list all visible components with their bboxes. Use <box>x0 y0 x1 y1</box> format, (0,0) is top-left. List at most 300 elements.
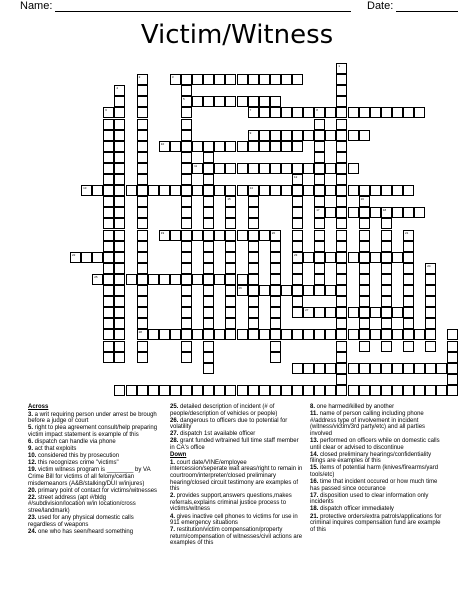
grid-cell[interactable] <box>137 307 148 318</box>
grid-cell[interactable] <box>103 163 114 174</box>
grid-cell[interactable] <box>259 230 270 241</box>
grid-cell[interactable] <box>103 218 114 229</box>
grid-cell[interactable] <box>336 74 347 85</box>
grid-cell[interactable] <box>181 196 192 207</box>
grid-cell[interactable] <box>359 307 370 318</box>
grid-cell[interactable] <box>314 230 325 241</box>
grid-cell[interactable] <box>270 130 281 141</box>
grid-cell[interactable] <box>103 274 114 285</box>
grid-cell[interactable] <box>381 341 392 352</box>
grid-cell[interactable] <box>192 274 203 285</box>
grid-cell[interactable] <box>181 263 192 274</box>
grid-cell[interactable] <box>225 141 236 152</box>
grid-cell[interactable] <box>203 141 214 152</box>
grid-cell[interactable] <box>137 385 148 396</box>
grid-cell[interactable] <box>292 274 303 285</box>
grid-cell[interactable] <box>248 163 259 174</box>
grid-cell[interactable] <box>336 230 347 241</box>
grid-cell[interactable] <box>225 318 236 329</box>
grid-cell[interactable] <box>425 329 436 340</box>
grid-cell[interactable] <box>214 96 225 107</box>
grid-cell[interactable] <box>203 196 214 207</box>
grid-cell[interactable] <box>170 385 181 396</box>
grid-cell[interactable] <box>270 74 281 85</box>
grid-cell[interactable] <box>314 163 325 174</box>
grid-cell[interactable] <box>270 107 281 118</box>
grid-cell[interactable] <box>359 274 370 285</box>
grid-cell[interactable] <box>292 252 303 263</box>
grid-cell[interactable] <box>348 307 359 318</box>
grid-cell[interactable] <box>436 363 447 374</box>
grid-cell[interactable] <box>359 318 370 329</box>
grid-cell[interactable] <box>403 385 414 396</box>
grid-cell[interactable] <box>137 296 148 307</box>
grid-cell[interactable] <box>414 329 425 340</box>
grid-cell[interactable] <box>137 174 148 185</box>
grid-cell[interactable] <box>181 163 192 174</box>
grid-cell[interactable] <box>159 141 170 152</box>
grid-cell[interactable] <box>270 329 281 340</box>
grid-cell[interactable] <box>137 218 148 229</box>
grid-cell[interactable] <box>403 274 414 285</box>
grid-cell[interactable] <box>248 185 259 196</box>
grid-cell[interactable] <box>314 130 325 141</box>
grid-cell[interactable] <box>237 230 248 241</box>
grid-cell[interactable] <box>336 374 347 385</box>
grid-cell[interactable] <box>114 241 125 252</box>
grid-cell[interactable] <box>103 329 114 340</box>
grid-cell[interactable] <box>248 329 259 340</box>
grid-cell[interactable] <box>103 318 114 329</box>
grid-cell[interactable] <box>137 130 148 141</box>
grid-cell[interactable] <box>214 141 225 152</box>
grid-cell[interactable] <box>336 352 347 363</box>
grid-cell[interactable] <box>314 185 325 196</box>
grid-cell[interactable] <box>425 341 436 352</box>
grid-cell[interactable] <box>325 329 336 340</box>
grid-cell[interactable] <box>181 96 192 107</box>
grid-cell[interactable] <box>203 363 214 374</box>
grid-cell[interactable] <box>126 385 137 396</box>
grid-cell[interactable] <box>381 241 392 252</box>
grid-cell[interactable] <box>137 96 148 107</box>
grid-cell[interactable] <box>336 196 347 207</box>
grid-cell[interactable] <box>292 74 303 85</box>
grid-cell[interactable] <box>370 307 381 318</box>
grid-cell[interactable] <box>181 307 192 318</box>
grid-cell[interactable] <box>403 318 414 329</box>
grid-cell[interactable] <box>248 274 259 285</box>
grid-cell[interactable] <box>348 163 359 174</box>
grid-cell[interactable] <box>303 385 314 396</box>
grid-cell[interactable] <box>403 241 414 252</box>
grid-cell[interactable] <box>281 285 292 296</box>
grid-cell[interactable] <box>248 230 259 241</box>
grid-cell[interactable] <box>270 274 281 285</box>
grid-cell[interactable] <box>137 241 148 252</box>
grid-cell[interactable] <box>148 185 159 196</box>
grid-cell[interactable] <box>325 185 336 196</box>
grid-cell[interactable] <box>292 218 303 229</box>
grid-cell[interactable] <box>348 207 359 218</box>
grid-cell[interactable] <box>103 352 114 363</box>
grid-cell[interactable] <box>214 230 225 241</box>
grid-cell[interactable] <box>359 296 370 307</box>
grid-cell[interactable] <box>381 307 392 318</box>
grid-cell[interactable] <box>237 185 248 196</box>
grid-cell[interactable] <box>203 318 214 329</box>
grid-cell[interactable] <box>137 263 148 274</box>
grid-cell[interactable] <box>370 252 381 263</box>
grid-cell[interactable] <box>403 363 414 374</box>
grid-cell[interactable] <box>114 285 125 296</box>
grid-cell[interactable] <box>203 329 214 340</box>
grid-cell[interactable] <box>270 96 281 107</box>
grid-cell[interactable] <box>359 329 370 340</box>
grid-cell[interactable] <box>259 163 270 174</box>
grid-cell[interactable] <box>292 196 303 207</box>
grid-cell[interactable] <box>181 274 192 285</box>
grid-cell[interactable] <box>259 329 270 340</box>
grid-cell[interactable] <box>103 252 114 263</box>
grid-cell[interactable] <box>403 296 414 307</box>
grid-cell[interactable] <box>126 185 137 196</box>
grid-cell[interactable] <box>314 207 325 218</box>
grid-cell[interactable] <box>248 130 259 141</box>
grid-cell[interactable] <box>292 241 303 252</box>
grid-cell[interactable] <box>292 329 303 340</box>
grid-cell[interactable] <box>103 107 114 118</box>
grid-cell[interactable] <box>314 252 325 263</box>
grid-cell[interactable] <box>414 385 425 396</box>
grid-cell[interactable] <box>114 107 125 118</box>
grid-cell[interactable] <box>103 152 114 163</box>
grid-cell[interactable] <box>270 307 281 318</box>
grid-cell[interactable] <box>103 307 114 318</box>
grid-cell[interactable] <box>447 329 458 340</box>
grid-cell[interactable] <box>114 341 125 352</box>
grid-cell[interactable] <box>336 163 347 174</box>
grid-cell[interactable] <box>103 263 114 274</box>
grid-cell[interactable] <box>336 296 347 307</box>
grid-cell[interactable] <box>370 363 381 374</box>
grid-cell[interactable] <box>237 96 248 107</box>
grid-cell[interactable] <box>192 74 203 85</box>
grid-cell[interactable] <box>103 341 114 352</box>
grid-cell[interactable] <box>292 385 303 396</box>
grid-cell[interactable] <box>237 285 248 296</box>
grid-cell[interactable] <box>370 207 381 218</box>
grid-cell[interactable] <box>225 185 236 196</box>
grid-cell[interactable] <box>359 196 370 207</box>
grid-cell[interactable] <box>248 285 259 296</box>
grid-cell[interactable] <box>103 196 114 207</box>
grid-cell[interactable] <box>381 107 392 118</box>
grid-cell[interactable] <box>225 263 236 274</box>
grid-cell[interactable] <box>403 329 414 340</box>
grid-cell[interactable] <box>148 274 159 285</box>
grid-cell[interactable] <box>336 318 347 329</box>
grid-cell[interactable] <box>259 141 270 152</box>
grid-cell[interactable] <box>248 241 259 252</box>
grid-cell[interactable] <box>314 263 325 274</box>
grid-cell[interactable] <box>281 185 292 196</box>
grid-cell[interactable] <box>292 230 303 241</box>
grid-cell[interactable] <box>392 107 403 118</box>
grid-cell[interactable] <box>336 307 347 318</box>
grid-cell[interactable] <box>336 174 347 185</box>
grid-cell[interactable] <box>203 207 214 218</box>
grid-cell[interactable] <box>103 230 114 241</box>
grid-cell[interactable] <box>103 119 114 130</box>
grid-cell[interactable] <box>114 96 125 107</box>
grid-cell[interactable] <box>137 119 148 130</box>
grid-cell[interactable] <box>137 85 148 96</box>
grid-cell[interactable] <box>336 107 347 118</box>
grid-cell[interactable] <box>192 385 203 396</box>
grid-cell[interactable] <box>225 207 236 218</box>
grid-cell[interactable] <box>359 263 370 274</box>
grid-cell[interactable] <box>281 163 292 174</box>
grid-cell[interactable] <box>237 385 248 396</box>
grid-cell[interactable] <box>336 185 347 196</box>
grid-cell[interactable] <box>103 174 114 185</box>
grid-cell[interactable] <box>359 230 370 241</box>
grid-cell[interactable] <box>137 107 148 118</box>
grid-cell[interactable] <box>359 218 370 229</box>
grid-cell[interactable] <box>137 74 148 85</box>
grid-cell[interactable] <box>314 174 325 185</box>
grid-cell[interactable] <box>270 263 281 274</box>
grid-cell[interactable] <box>381 207 392 218</box>
grid-cell[interactable] <box>314 119 325 130</box>
grid-cell[interactable] <box>270 385 281 396</box>
grid-cell[interactable] <box>425 307 436 318</box>
grid-cell[interactable] <box>203 218 214 229</box>
grid-cell[interactable] <box>137 207 148 218</box>
grid-cell[interactable] <box>181 174 192 185</box>
grid-cell[interactable] <box>392 207 403 218</box>
grid-cell[interactable] <box>114 307 125 318</box>
grid-cell[interactable] <box>214 385 225 396</box>
grid-cell[interactable] <box>403 285 414 296</box>
grid-cell[interactable] <box>425 274 436 285</box>
grid-cell[interactable] <box>314 152 325 163</box>
grid-cell[interactable] <box>203 174 214 185</box>
grid-cell[interactable] <box>181 74 192 85</box>
grid-cell[interactable] <box>292 296 303 307</box>
grid-cell[interactable] <box>203 96 214 107</box>
grid-cell[interactable] <box>292 185 303 196</box>
grid-cell[interactable] <box>281 385 292 396</box>
grid-cell[interactable] <box>281 74 292 85</box>
grid-cell[interactable] <box>103 141 114 152</box>
grid-cell[interactable] <box>114 130 125 141</box>
grid-cell[interactable] <box>303 363 314 374</box>
grid-cell[interactable] <box>359 241 370 252</box>
grid-cell[interactable] <box>70 252 81 263</box>
grid-cell[interactable] <box>114 163 125 174</box>
grid-cell[interactable] <box>225 329 236 340</box>
grid-cell[interactable] <box>114 218 125 229</box>
grid-cell[interactable] <box>159 230 170 241</box>
grid-cell[interactable] <box>348 363 359 374</box>
grid-cell[interactable] <box>359 252 370 263</box>
grid-cell[interactable] <box>203 352 214 363</box>
grid-cell[interactable] <box>381 274 392 285</box>
grid-cell[interactable] <box>314 218 325 229</box>
grid-cell[interactable] <box>436 385 447 396</box>
grid-cell[interactable] <box>270 163 281 174</box>
grid-cell[interactable] <box>414 107 425 118</box>
grid-cell[interactable] <box>303 185 314 196</box>
grid-cell[interactable] <box>403 107 414 118</box>
grid-cell[interactable] <box>381 263 392 274</box>
grid-cell[interactable] <box>370 107 381 118</box>
grid-cell[interactable] <box>336 119 347 130</box>
grid-cell[interactable] <box>292 207 303 218</box>
grid-cell[interactable] <box>403 307 414 318</box>
grid-cell[interactable] <box>192 230 203 241</box>
grid-cell[interactable] <box>170 274 181 285</box>
grid-cell[interactable] <box>203 307 214 318</box>
grid-cell[interactable] <box>103 241 114 252</box>
grid-cell[interactable] <box>348 252 359 263</box>
grid-cell[interactable] <box>314 385 325 396</box>
grid-cell[interactable] <box>159 329 170 340</box>
grid-cell[interactable] <box>359 185 370 196</box>
grid-cell[interactable] <box>103 185 114 196</box>
grid-cell[interactable] <box>403 207 414 218</box>
grid-cell[interactable] <box>225 74 236 85</box>
grid-cell[interactable] <box>425 263 436 274</box>
grid-cell[interactable] <box>403 230 414 241</box>
grid-cell[interactable] <box>281 107 292 118</box>
grid-cell[interactable] <box>126 274 137 285</box>
grid-cell[interactable] <box>259 285 270 296</box>
grid-cell[interactable] <box>181 130 192 141</box>
grid-cell[interactable] <box>336 252 347 263</box>
grid-cell[interactable] <box>192 141 203 152</box>
grid-cell[interactable] <box>336 63 347 74</box>
grid-cell[interactable] <box>181 85 192 96</box>
grid-cell[interactable] <box>248 318 259 329</box>
grid-cell[interactable] <box>303 107 314 118</box>
grid-cell[interactable] <box>303 307 314 318</box>
grid-cell[interactable] <box>203 252 214 263</box>
grid-cell[interactable] <box>348 329 359 340</box>
grid-cell[interactable] <box>447 374 458 385</box>
grid-cell[interactable] <box>114 141 125 152</box>
grid-cell[interactable] <box>292 130 303 141</box>
grid-cell[interactable] <box>359 363 370 374</box>
grid-cell[interactable] <box>270 285 281 296</box>
grid-cell[interactable] <box>314 307 325 318</box>
grid-cell[interactable] <box>203 74 214 85</box>
grid-cell[interactable] <box>392 307 403 318</box>
grid-cell[interactable] <box>403 341 414 352</box>
grid-cell[interactable] <box>225 96 236 107</box>
grid-cell[interactable] <box>292 141 303 152</box>
grid-cell[interactable] <box>303 285 314 296</box>
grid-cell[interactable] <box>114 85 125 96</box>
grid-cell[interactable] <box>181 218 192 229</box>
grid-cell[interactable] <box>203 163 214 174</box>
grid-cell[interactable] <box>181 152 192 163</box>
grid-cell[interactable] <box>248 296 259 307</box>
grid-cell[interactable] <box>92 185 103 196</box>
grid-cell[interactable] <box>159 385 170 396</box>
grid-cell[interactable] <box>270 352 281 363</box>
grid-cell[interactable] <box>214 163 225 174</box>
grid-cell[interactable] <box>203 341 214 352</box>
grid-cell[interactable] <box>336 285 347 296</box>
grid-cell[interactable] <box>392 385 403 396</box>
grid-cell[interactable] <box>314 107 325 118</box>
grid-cell[interactable] <box>325 252 336 263</box>
grid-cell[interactable] <box>303 163 314 174</box>
grid-cell[interactable] <box>270 296 281 307</box>
grid-cell[interactable] <box>314 141 325 152</box>
grid-cell[interactable] <box>248 218 259 229</box>
grid-cell[interactable] <box>325 163 336 174</box>
grid-cell[interactable] <box>103 296 114 307</box>
grid-cell[interactable] <box>370 329 381 340</box>
grid-cell[interactable] <box>303 252 314 263</box>
grid-cell[interactable] <box>403 252 414 263</box>
grid-cell[interactable] <box>181 352 192 363</box>
grid-cell[interactable] <box>181 107 192 118</box>
grid-cell[interactable] <box>225 385 236 396</box>
grid-cell[interactable] <box>292 363 303 374</box>
grid-cell[interactable] <box>336 152 347 163</box>
grid-cell[interactable] <box>225 307 236 318</box>
grid-cell[interactable] <box>181 185 192 196</box>
grid-cell[interactable] <box>325 363 336 374</box>
grid-cell[interactable] <box>381 252 392 263</box>
grid-cell[interactable] <box>270 318 281 329</box>
grid-cell[interactable] <box>137 230 148 241</box>
grid-cell[interactable] <box>425 296 436 307</box>
grid-cell[interactable] <box>248 196 259 207</box>
grid-cell[interactable] <box>336 329 347 340</box>
grid-cell[interactable] <box>237 329 248 340</box>
grid-cell[interactable] <box>237 141 248 152</box>
grid-cell[interactable] <box>392 363 403 374</box>
grid-cell[interactable] <box>447 363 458 374</box>
grid-cell[interactable] <box>114 296 125 307</box>
grid-cell[interactable] <box>203 152 214 163</box>
grid-cell[interactable] <box>137 152 148 163</box>
grid-cell[interactable] <box>336 385 347 396</box>
grid-cell[interactable] <box>259 385 270 396</box>
grid-cell[interactable] <box>336 274 347 285</box>
grid-cell[interactable] <box>381 296 392 307</box>
grid-cell[interactable] <box>103 207 114 218</box>
grid-cell[interactable] <box>392 185 403 196</box>
grid-cell[interactable] <box>137 285 148 296</box>
grid-cell[interactable] <box>359 385 370 396</box>
grid-cell[interactable] <box>225 163 236 174</box>
grid-cell[interactable] <box>336 241 347 252</box>
grid-cell[interactable] <box>259 130 270 141</box>
grid-cell[interactable] <box>425 363 436 374</box>
grid-cell[interactable] <box>248 385 259 396</box>
grid-cell[interactable] <box>114 385 125 396</box>
grid-cell[interactable] <box>392 329 403 340</box>
grid-cell[interactable] <box>292 163 303 174</box>
grid-cell[interactable] <box>447 385 458 396</box>
